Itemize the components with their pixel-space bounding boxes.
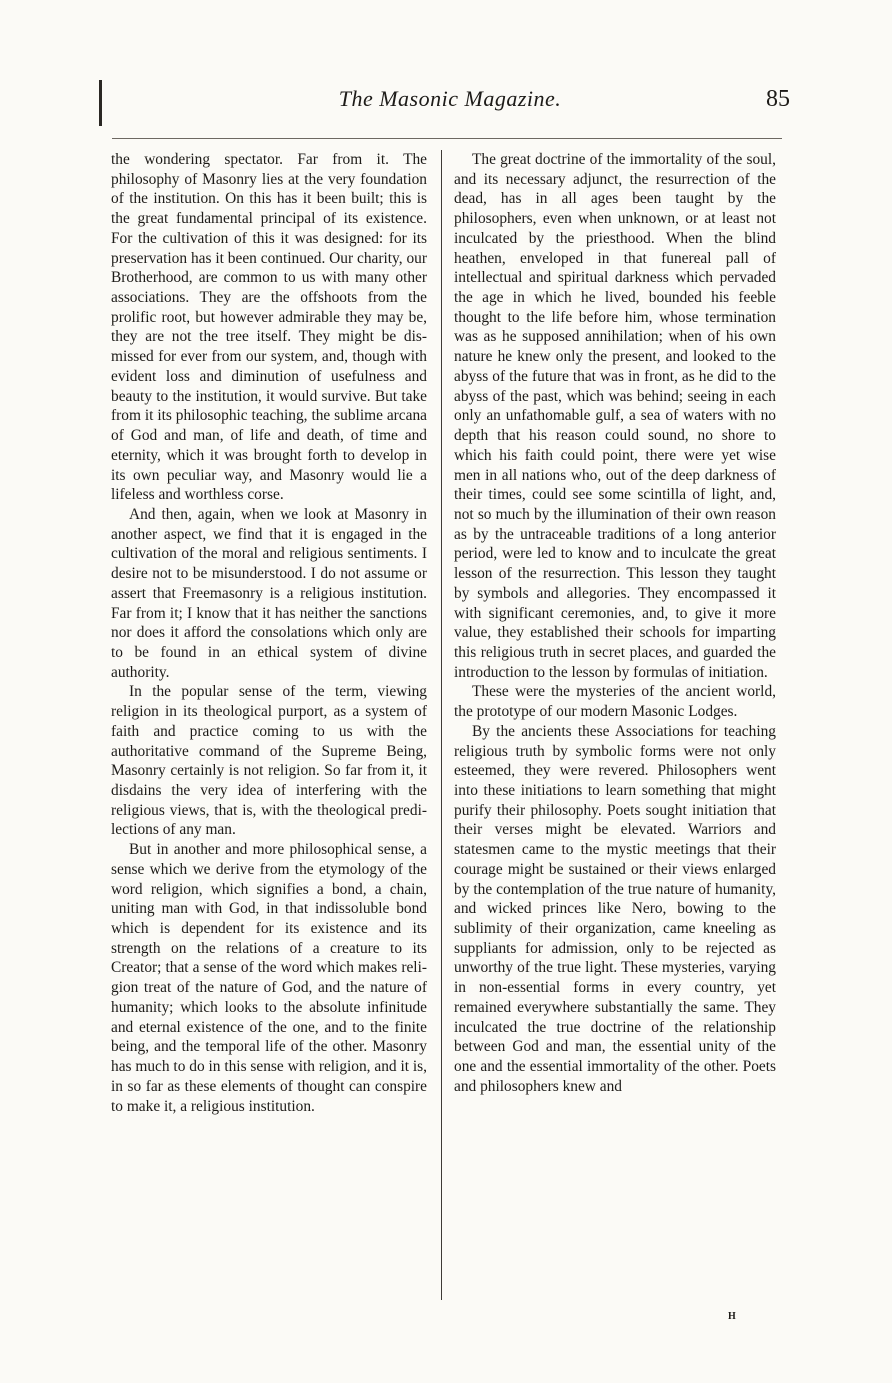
page-header bbox=[110, 86, 790, 126]
running-title: The Masonic Magazine. bbox=[338, 86, 562, 111]
paragraph: These were the mysteries of the ancient world, the prototype of our modern Masonic Lodges. bbox=[454, 683, 776, 721]
left-column bbox=[111, 150, 427, 1116]
paragraph: But in another and more philosophical sense, a sense which we derive from the etymology of the word religion, which signifies a bond, a chain, uniting man with God, in that indissoluble bond which is dependent for its existence and its strength on the relations of a creature to its Creator; that a sense of the word which makes religion treat of the nature of God, and the nature of humanity; which looks to the absolute infinitude and eternal existence of the one, and to the finite being, and the temporal life of the other. Masonry has much to do in this sense with religion, and it is, in so far as these elements of thought can conspire to make it, a religious institution. bbox=[111, 841, 427, 1115]
signature-mark: H bbox=[728, 1311, 736, 1322]
column-rule bbox=[441, 150, 442, 1300]
paragraph: By the ancients these Associations for teaching religious truth by symbolic forms were not only esteemed, they were revered. Philosophers went into these initiations to learn something that might purify their philosophy. Poets sought initiation that their verses might be elevated. Warriors and statesmen came to the mystic meetings that their courage might be sustained or their views enlarged by the contemplation of the true nature of humanity, and wicked princes like Nero, bowing to the sublimity of their organization, came kneeling as suppliants for admission, only to be rejected as unworthy of the true light. These mysteries, varying in non-essential forms in every country, yet remained everywhere substantially the same. They inculcated the true doctrine of the relationship between God and man, the essential unity of the one and the essential immortality of the other. Poets and philosophers knew and bbox=[454, 722, 776, 1095]
margin-rule bbox=[99, 80, 102, 126]
paragraph: the wondering spectator. Far from it. The philosophy of Masonry lies at the very foundation of the institution. On this has it been built; this is the great fundamental principal of its existence. For the cultivation of this it was designed: for its preservation has it been continued. Our charity, our Brotherhood, are common to us with many other associations. They are the offshoots from the prolific root, but however admirable they may be, they are not the tree itself. They might be dismissed for ever from our system, and, though with evident loss and diminution of usefulness and beauty to the institution, it would survive. But take from it its philosophic teaching, the sublime arcana of God and man, of life and death, of time and eternity, which it was brought forth to develop in its own peculiar way, and Masonry would lie a lifeless and worthless corse. bbox=[111, 151, 427, 504]
page-number: 85 bbox=[766, 86, 790, 112]
header-rule bbox=[112, 138, 782, 139]
paragraph: And then, again, when we look at Masonry in another aspect, we find that it is engaged in the cultivation of the moral and religious sentiments. I desire not to be misunderstood. I do not assume or assert that Freemasonry is a religious institution. Far from it; I know that it has neither the sanctions nor does it afford the consolations which only are to be found in an ethical system of divine authority. bbox=[111, 505, 427, 681]
paragraph: The great doctrine of the immortality of the soul, and its necessary adjunct, the resurrection of the dead, has in all ages been taught by the philosophers, even when unknown, or at least not inculcated by the priesthood. When the blind heathen, enveloped in that funereal pall of intellectual and spiritual darkness which pervaded the age in which he lived, bounded his feeble thought to the life before him, whose termination was as he supposed annihilation; when of his own nature he knew only the present, and looked to the abyss of the future that was in front, as he did to the abyss of the past, which was behind; seeing in each only an unfathomable gulf, a sea of waters with no depth that his reason could sound, no shore to which his faith could point, there were yet wise men in all nations who, out of the deep darkness of their times, could see some scintilla of light, and, not so much by the illumination of their own reason as by the untraceable traditions of a long anterior period, were led to know and to inculcate the great lesson of the resurrection. This lesson they taught by symbols and allegories. They encompassed it with significant ceremonies, and, to give it more value, they established their schools for imparting this religious truth in secret places, and guarded the introduction to the lesson by formulas of initiation. bbox=[454, 151, 776, 681]
paragraph: In the popular sense of the term, viewing religion in its theological purport, as a system of faith and practice coming to us with the authoritative command of the Supreme Being, Masonry certainly is not religion. So far from it, it disdains the very idea of interfering with the religious views, that is, with the theological predilections of any man. bbox=[111, 683, 427, 839]
right-column bbox=[454, 150, 776, 1097]
